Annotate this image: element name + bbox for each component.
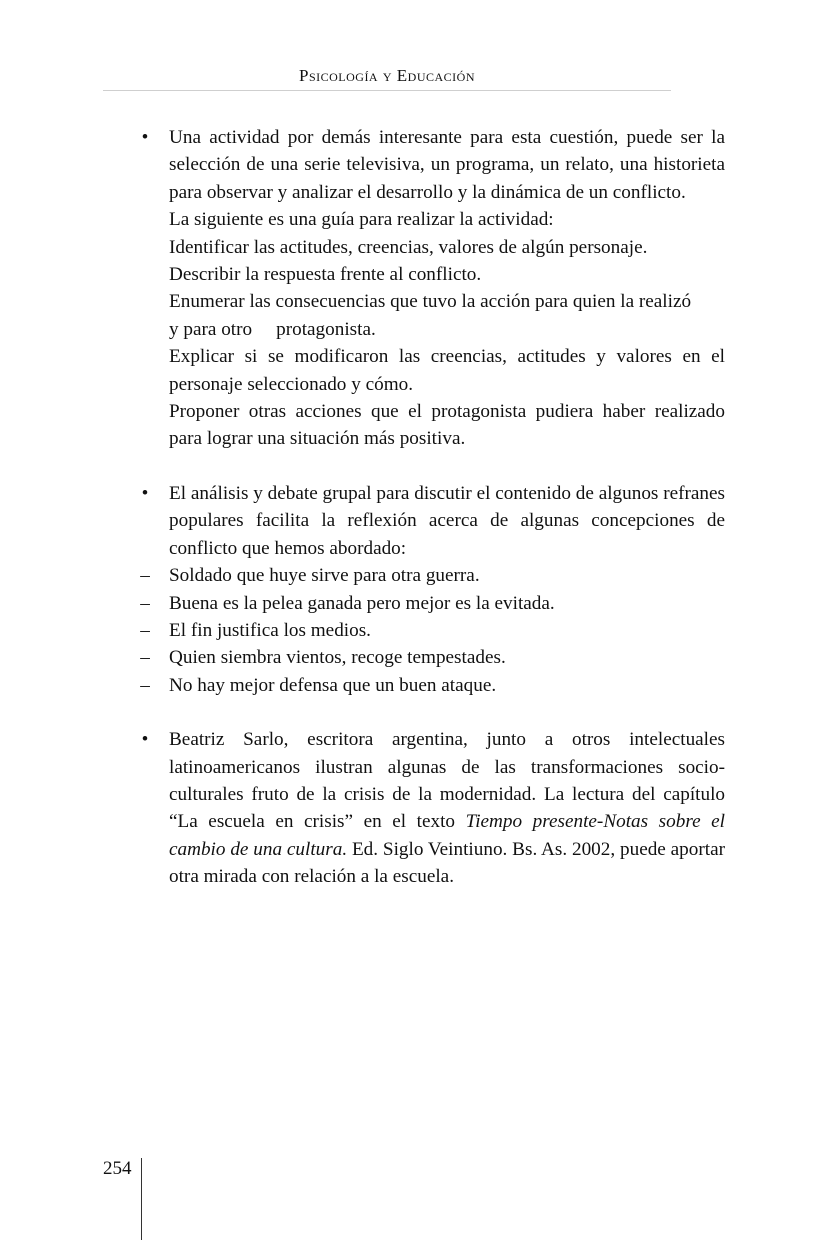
header-rule xyxy=(103,90,671,91)
refran-text: Buena es la pelea ganada pero mejor es la evitada. xyxy=(169,592,555,614)
guide-intro: La siguiente es una guía para realizar la actividad: xyxy=(169,209,554,231)
running-head: Psicología y Educación xyxy=(298,66,475,85)
bullet-item-1 xyxy=(103,124,725,453)
guide-step-3-part-a: y para otro xyxy=(169,318,253,340)
guide-step-3-line-1: Enumerar las consecuencias que tuvo la acción para quien la realizó xyxy=(169,291,692,313)
bullet-item-3 xyxy=(103,726,725,890)
dash-marker: – xyxy=(140,619,150,641)
bullet-3-text-before: Beatriz Sarlo, escritora argentina, junto a otros intelectuales latinoamericanos ilustran algunas de las transformaciones socio-culturales fruto de la crisis de la modernidad. La lectura del capítulo “La escuela en crisis” en el texto xyxy=(169,729,725,833)
bullet-marker: • xyxy=(141,729,149,751)
guide-step-3-part-b: protagonista. xyxy=(276,318,376,340)
refran-text: No hay mejor defensa que un buen ataque. xyxy=(169,674,497,696)
bullet-3-text-after: Ed. Siglo Veintiuno. Bs. As. 2002, puede aportar otra mirada con relación a la escuela. xyxy=(169,838,725,888)
refran-text: El fin justifica los medios. xyxy=(169,619,371,641)
page-number-rule xyxy=(141,1158,142,1240)
refran-item xyxy=(103,617,725,644)
guide-step-3-line-2 xyxy=(169,316,725,343)
refran-text: Soldado que huye sirve para otra guerra. xyxy=(169,565,480,587)
guide-step-4: Explicar si se modificaron las creencias, actitudes y valores en el personaje seleccionado y cómo. xyxy=(169,346,725,395)
guide-step-5: Proponer otras acciones que el protagonista pudiera haber realizado para lograr una situación más positiva. xyxy=(169,401,725,450)
page-body xyxy=(103,124,725,891)
bullet-1-intro: Una actividad por demás interesante para esta cuestión, puede ser la selección de una serie televisiva, un programa, un relato, una historieta para observar y analizar el desarrollo y la dinámica de un conflicto. xyxy=(169,127,725,203)
bullet-item-2 xyxy=(103,480,725,562)
refran-item xyxy=(103,562,725,589)
refran-item xyxy=(103,590,725,617)
refran-item xyxy=(103,672,725,699)
paragraph-gap xyxy=(103,453,725,480)
guide-step-1: Identificar las actitudes, creencias, valores de algún personaje. xyxy=(169,236,648,258)
refran-item xyxy=(103,644,725,671)
refran-text: Quien siembra vientos, recoge tempestades. xyxy=(169,647,506,669)
bullet-2-intro: El análisis y debate grupal para discutir el contenido de algunos refranes populares facilita la reflexión acerca de algunas concepciones de conflicto que hemos abordado: xyxy=(169,482,725,559)
dash-marker: – xyxy=(140,647,150,669)
dash-marker: – xyxy=(140,565,150,587)
page-number: 254 xyxy=(103,1158,132,1179)
bullet-3-paragraph xyxy=(169,726,725,890)
dash-marker: – xyxy=(140,592,150,614)
bullet-marker: • xyxy=(141,482,149,504)
dash-marker: – xyxy=(140,674,150,696)
paragraph-gap xyxy=(103,699,725,726)
book-title: Tiempo presente-Notas sobre el cambio de una cultura. xyxy=(169,811,725,860)
guide-step-2: Describir la respuesta frente al conflicto. xyxy=(169,264,482,286)
bullet-marker: • xyxy=(141,127,149,148)
